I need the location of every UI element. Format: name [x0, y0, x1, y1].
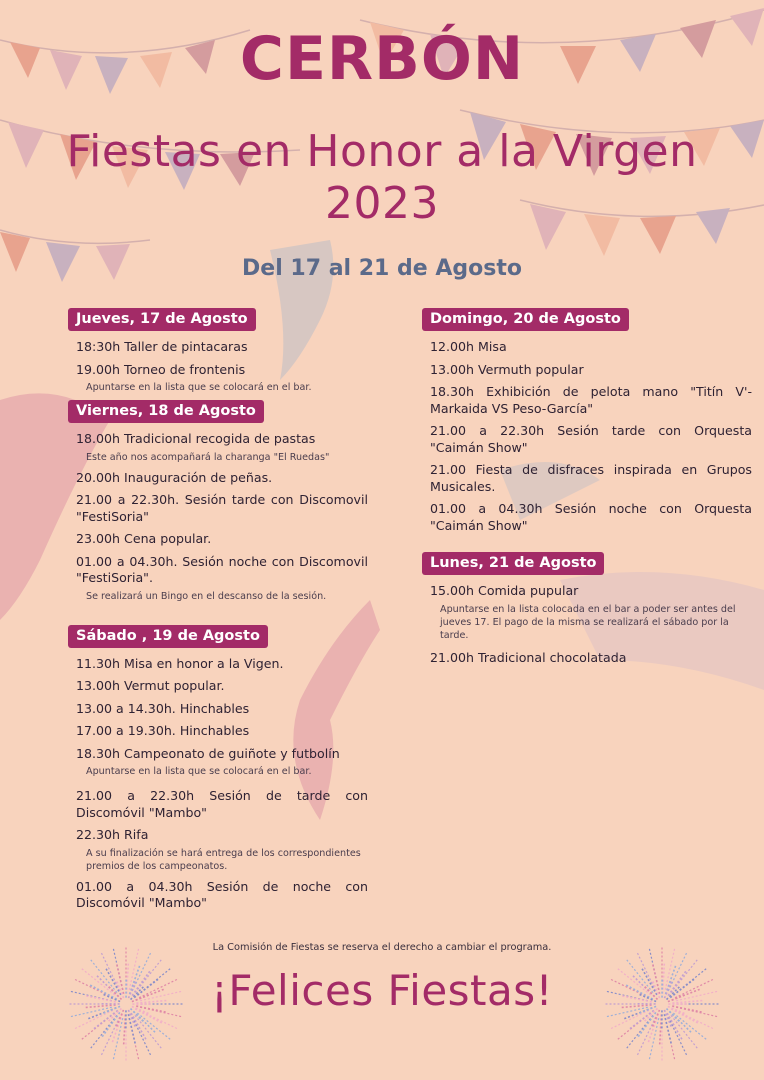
greeting-text: ¡Felices Fiestas!: [211, 966, 553, 1015]
event: 13.00h Vermut popular.: [76, 678, 225, 693]
event: 22.30h Rifa: [76, 827, 149, 842]
event-note: Este año nos acompañará la charanga "El Ruedas": [86, 451, 330, 463]
day-label: Lunes, 21 de Agosto: [422, 552, 604, 575]
event: 11.30h Misa en honor a la Vigen.: [76, 655, 284, 671]
event-note: A su finalización se hará entrega de los correspondientes premios de los campeonatos.: [86, 847, 361, 872]
event: 19.00h Torneo de frontenis: [76, 361, 246, 377]
date-range: Del 17 al 21 de Agosto: [242, 256, 522, 281]
event: 15.00h Comida pupular: [430, 583, 579, 598]
day-block-viernes: [68, 400, 368, 603]
event: 21.00h Tradicional chocolatada: [430, 649, 627, 665]
day-label: Viernes, 18 de Agosto: [68, 400, 264, 423]
event: 21.00 a 22.30h Sesión tarde con Orquesta "Caimán Show": [430, 423, 752, 455]
day-block-jueves: [68, 308, 368, 394]
event: 13.00 a 14.30h. Hinchables: [76, 700, 250, 716]
event-note: Se realizará un Bingo en el descanso de la sesión.: [86, 590, 327, 602]
event: 20.00h Inauguración de peñas.: [76, 469, 273, 485]
event: 13.00h Vermuth popular: [430, 361, 584, 377]
event-note: Apuntarse en la lista que se colocará en el bar.: [86, 382, 312, 393]
schedule-left-column: [68, 308, 368, 918]
event: 18.30h Exhibición de pelota mano "Titín V'-Markaida VS Peso-García": [430, 384, 752, 416]
day-label: Domingo, 20 de Agosto: [422, 308, 629, 331]
poster-title: [0, 126, 764, 230]
event: 12.00h Misa: [430, 339, 507, 354]
event: 18.00h Tradicional recogida de pastas: [76, 431, 316, 446]
event: 17.00 a 19.30h. Hinchables: [76, 723, 250, 738]
day-block-sabado: [68, 625, 368, 912]
event-note: Apuntarse en la lista que se colocará en el bar.: [86, 766, 312, 777]
event: 01.00 a 04.30h Sesión noche con Orquesta "Caimán Show": [430, 501, 752, 533]
title-line-2: 2023: [325, 178, 439, 229]
event: 23.00h Cena popular.: [76, 531, 212, 546]
schedule-right-column: [422, 308, 752, 672]
event: 18.30h Campeonato de guiñote y futbolín: [76, 745, 340, 761]
disclaimer-text: La Comisión de Fiestas se reserva el derecho a cambiar el programa.: [212, 942, 552, 953]
event: 01.00 a 04.30h. Sesión noche con Discomovil "FestiSoria".: [76, 553, 368, 585]
day-label: Sábado , 19 de Agosto: [68, 625, 268, 648]
event: 18:30h Taller de pintacaras: [76, 339, 248, 354]
event: 21.00 a 22.30h. Sesión tarde con Discomovil "FestiSoria": [76, 492, 368, 524]
event-note: Apuntarse en la lista colocada en el bar a poder ser antes del jueves 17. El pago de la misma se realizará el sábado por la tarde.: [440, 603, 736, 641]
event: 01.00 a 04.30h Sesión de noche con Discomóvil "Mambo": [76, 878, 368, 910]
title-line-1: Fiestas en Honor a la Virgen: [66, 126, 698, 177]
day-label: Jueves, 17 de Agosto: [68, 308, 256, 331]
event: 21.00 Fiesta de disfraces inspirada en Grupos Musicales.: [430, 462, 752, 494]
event: 21.00 a 22.30h Sesión de tarde con Discomóvil "Mambo": [76, 788, 368, 820]
day-block-lunes: [422, 552, 752, 666]
town-name: CERBÓN: [239, 24, 525, 94]
day-block-domingo: [422, 308, 752, 534]
